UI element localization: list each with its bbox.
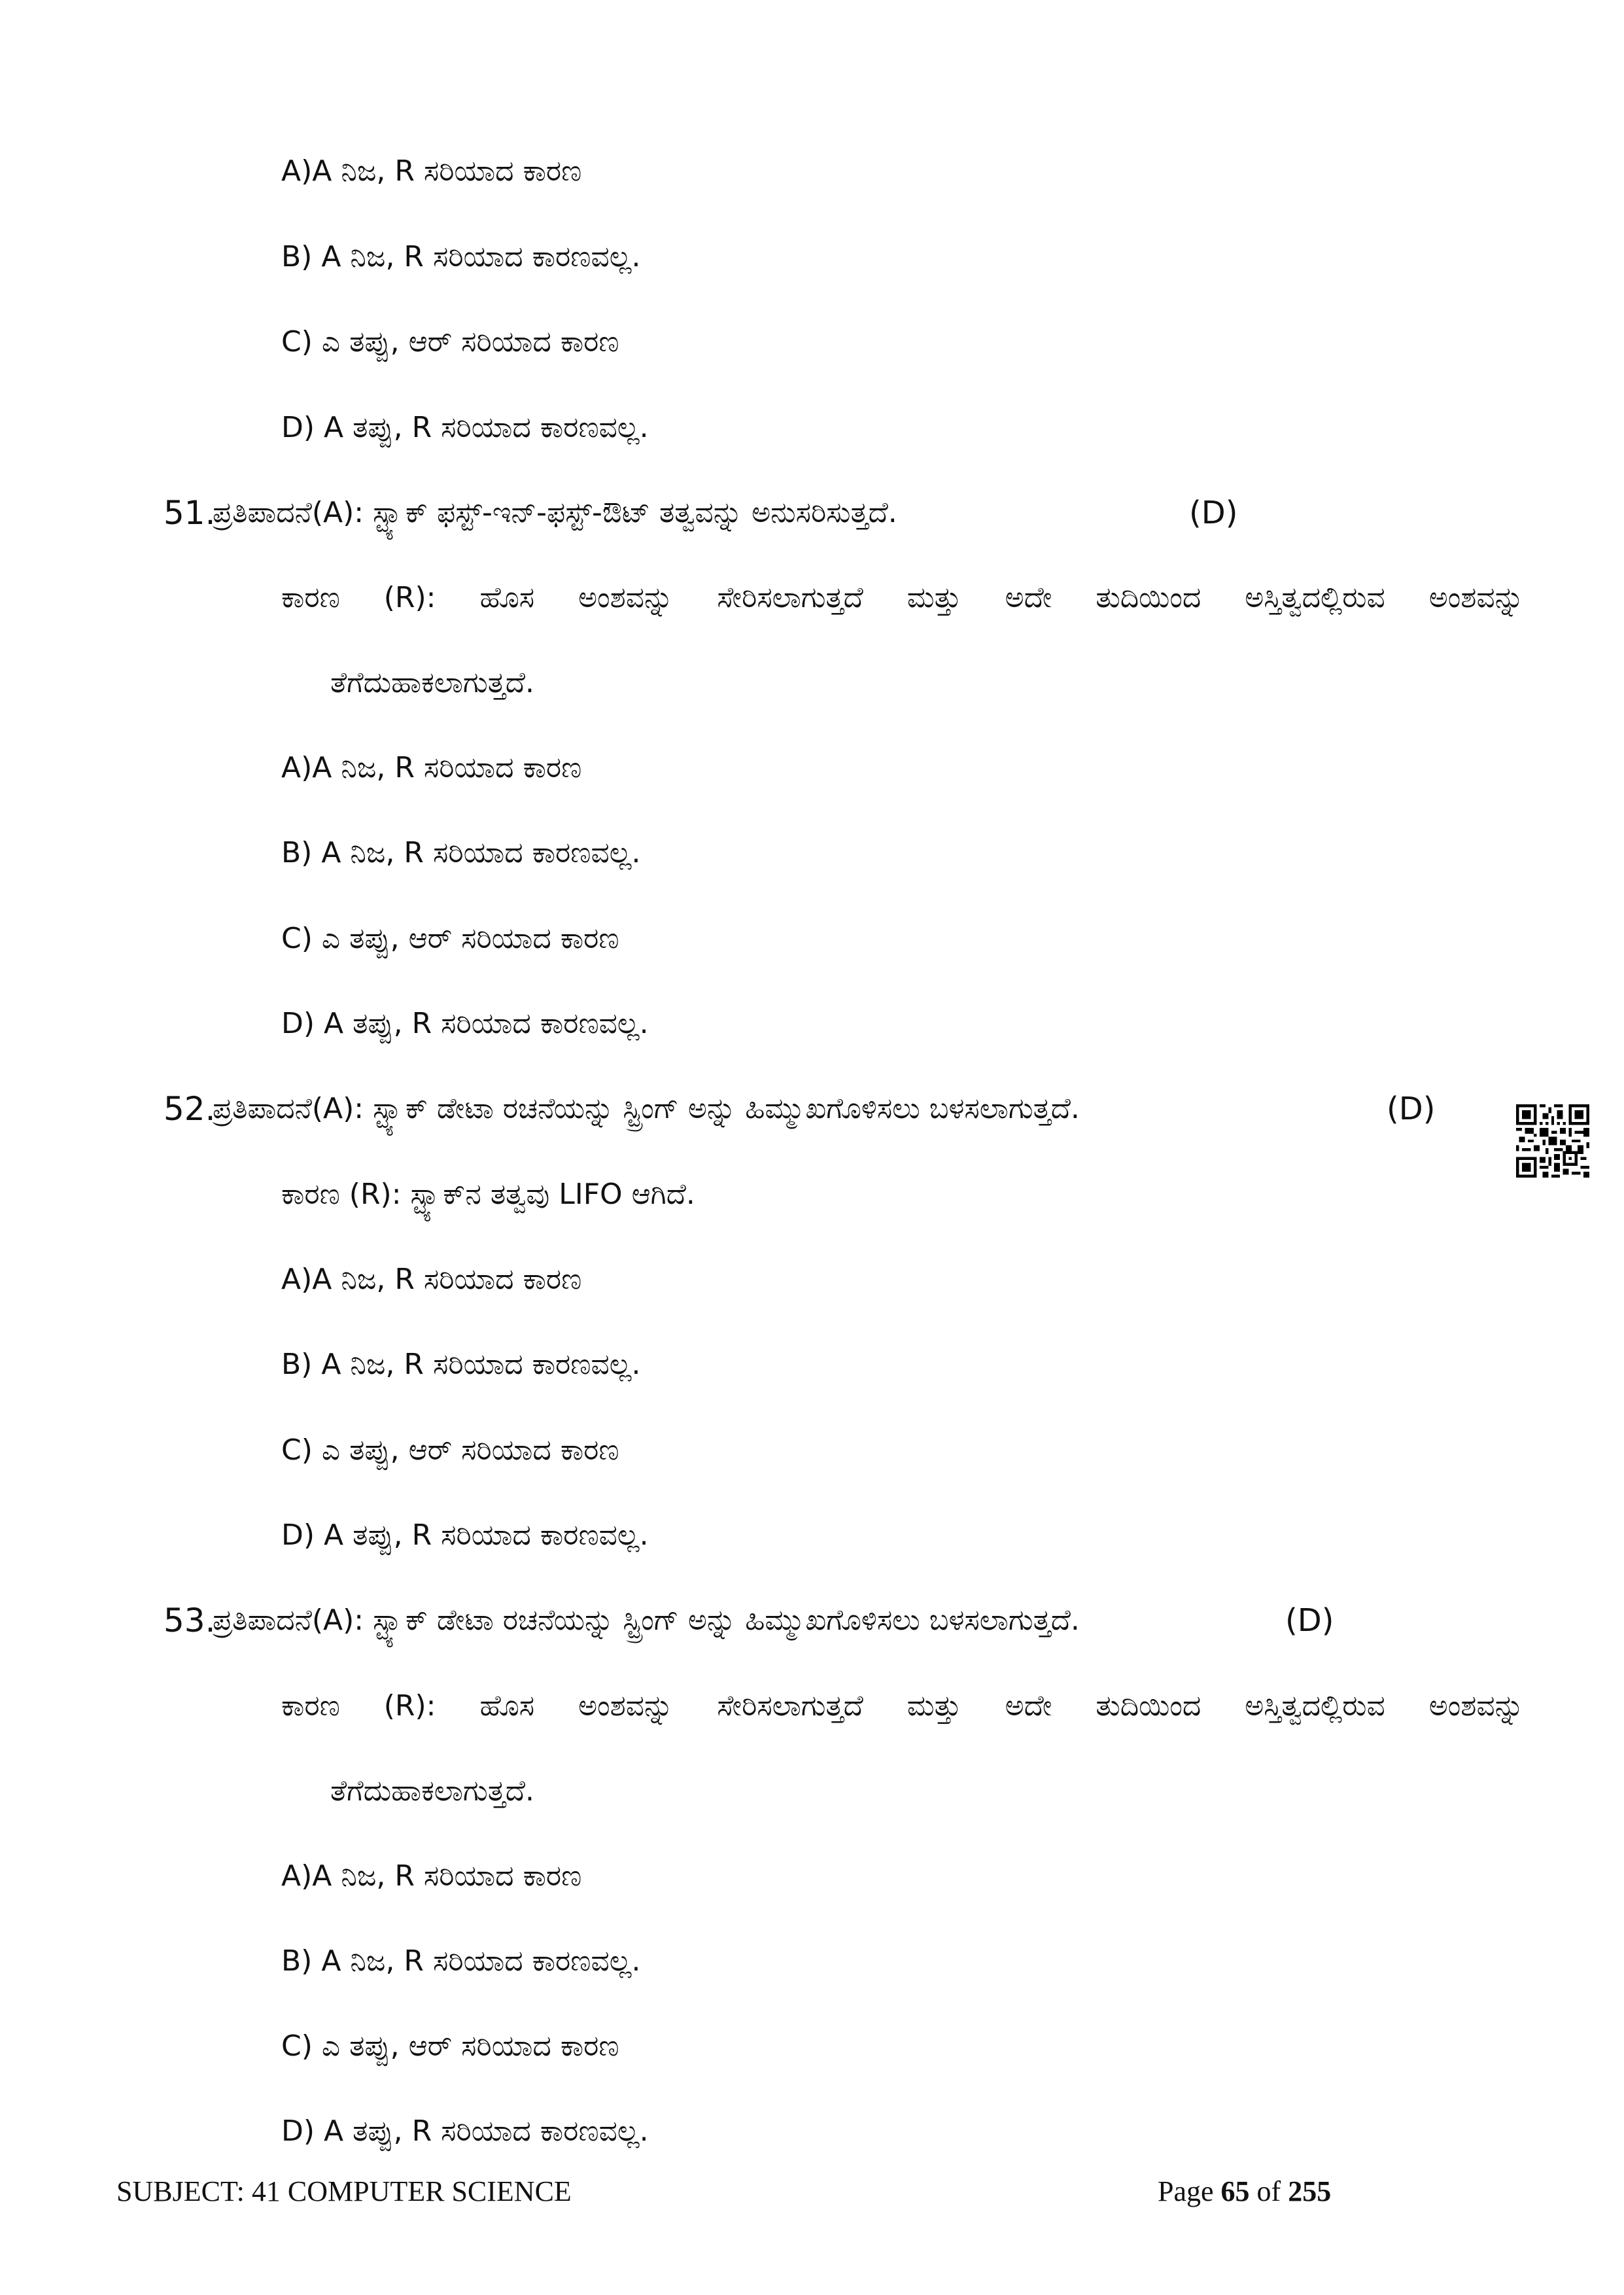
reason-word: (R): <box>383 581 436 614</box>
reason-word: ಅಂಶವನ್ನು <box>1428 1689 1524 1723</box>
reason-word: ಅಂಶವನ್ನು <box>1428 581 1524 614</box>
reason-word: (R): <box>383 1689 436 1723</box>
reason-word: ಹೊಸ <box>479 1689 535 1723</box>
footer-subject: SUBJECT: 41 COMPUTER SCIENCE <box>116 2175 572 2207</box>
option-c: C) ಎ ತಪ್ಪು, ಆರ್ ಸರಿಯಾದ ಕಾರಣ <box>281 922 619 955</box>
reason-word: ಅಸ್ತಿತ್ವದಲ್ಲಿರುವ <box>1245 1689 1385 1723</box>
reason-word: ಸೇರಿಸಲಾಗುತ್ತದೆ <box>717 1689 863 1723</box>
reason-word: ಮತ್ತು <box>907 581 961 614</box>
page-of: of <box>1249 2175 1288 2207</box>
reason-word: ತುದಿಯಿಂದ <box>1096 1689 1201 1723</box>
reason-word: ಅಸ್ತಿತ್ವದಲ್ಲಿರುವ <box>1245 581 1385 614</box>
option-d: D) A ತಪ್ಪು, R ಸರಿಯಾದ ಕಾರಣವಲ್ಲ. <box>281 411 649 444</box>
option-a: A)A ನಿಜ, R ಸರಿಯಾದ ಕಾರಣ <box>281 154 582 188</box>
option-d: D) A ತಪ್ಪು, R ಸರಿಯಾದ ಕಾರಣವಲ್ಲ. <box>281 2114 649 2148</box>
reason-continuation: ತೆಗೆದುಹಾಕಲಾಗುತ್ತದೆ. <box>330 666 534 699</box>
reason-word: ಸೇರಿಸಲಾಗುತ್ತದೆ <box>717 581 863 614</box>
option-b: B) A ನಿಜ, R ಸರಿಯಾದ ಕಾರಣವಲ್ಲ. <box>281 836 641 869</box>
option-d: D) A ತಪ್ಪು, R ಸರಿಯಾದ ಕಾರಣವಲ್ಲ. <box>281 1007 649 1040</box>
option-a: A)A ನಿಜ, R ಸರಿಯಾದ ಕಾರಣ <box>281 1859 582 1893</box>
page-prefix: Page <box>1158 2175 1221 2207</box>
question-number: 53. <box>164 1602 216 1639</box>
option-a: A)A ನಿಜ, R ಸರಿಯಾದ ಕಾರಣ <box>281 751 582 784</box>
reason-word: ತುದಿಯಿಂದ <box>1096 581 1201 614</box>
option-a: A)A ನಿಜ, R ಸರಿಯಾದ ಕಾರಣ <box>281 1263 582 1296</box>
answer: (D) <box>1285 1602 1334 1639</box>
question-number: 51. <box>164 494 216 532</box>
option-d: D) A ತಪ್ಪು, R ಸರಿಯಾದ ಕಾರಣವಲ್ಲ. <box>281 1518 649 1552</box>
option-c: C) ಎ ತಪ್ಪು, ಆರ್ ಸರಿಯಾದ ಕಾರಣ <box>281 325 619 359</box>
qr-code-icon <box>1516 1104 1589 1178</box>
option-b: B) A ನಿಜ, R ಸರಿಯಾದ ಕಾರಣವಲ್ಲ. <box>281 1348 641 1381</box>
option-c: C) ಎ ತಪ್ಪು, ಆರ್ ಸರಿಯಾದ ಕಾರಣ <box>281 2029 619 2063</box>
question-number: 52. <box>164 1090 216 1128</box>
assertion: ಪ್ರತಿಪಾದನೆ(A): ಸ್ಟ್ಯಾಕ್ ಫಸ್ಟ್-ಇನ್-ಫಸ್ಟ್-ಔಟ್ ತತ್ವವನ್ನು ಅನುಸರಿಸುತ್ತದೆ. <box>213 496 897 529</box>
assertion: ಪ್ರತಿಪಾದನೆ(A): ಸ್ಟ್ಯಾಕ್ ಡೇಟಾ ರಚನೆಯನ್ನು ಸ್ಟ್ರಿಂಗ್ ಅನ್ನು ಹಿಮ್ಮುಖಗೊಳಿಸಲು ಬಳಸಲಾಗುತ್ತದೆ. <box>213 1603 1080 1637</box>
footer-page-number <box>1158 2172 1331 2211</box>
reason: ಕಾರಣ (R): ಸ್ಟ್ಯಾಕ್‌ನ ತತ್ವವು LIFO ಆಗಿದೆ. <box>281 1178 695 1211</box>
reason-word: ಅಂಶವನ್ನು <box>578 581 674 614</box>
reason-word: ಹೊಸ <box>479 581 535 614</box>
reason-word: ಮತ್ತು <box>907 1689 961 1723</box>
reason-continuation: ತೆಗೆದುಹಾಕಲಾಗುತ್ತದೆ. <box>330 1774 534 1808</box>
option-c: C) ಎ ತಪ್ಪು, ಆರ್ ಸರಿಯಾದ ಕಾರಣ <box>281 1433 619 1467</box>
option-b: B) A ನಿಜ, R ಸರಿಯಾದ ಕಾರಣವಲ್ಲ. <box>281 1944 641 1978</box>
page-total: 255 <box>1288 2175 1332 2207</box>
option-b: B) A ನಿಜ, R ಸರಿಯಾದ ಕಾರಣವಲ್ಲ. <box>281 240 641 273</box>
reason-word: ಅದೇ <box>1005 1689 1052 1723</box>
assertion: ಪ್ರತಿಪಾದನೆ(A): ಸ್ಟ್ಯಾಕ್ ಡೇಟಾ ರಚನೆಯನ್ನು ಸ್ಟ್ರಿಂಗ್ ಅನ್ನು ಹಿಮ್ಮುಖಗೊಳಿಸಲು ಬಳಸಲಾಗುತ್ತದೆ. <box>213 1092 1080 1125</box>
reason-word: ಅದೇ <box>1005 581 1052 614</box>
answer: (D) <box>1189 495 1238 531</box>
reason-word: ಕಾರಣ <box>281 581 340 614</box>
reason <box>281 1687 1524 1726</box>
reason <box>281 578 1524 618</box>
reason-word: ಕಾರಣ <box>281 1689 340 1723</box>
answer: (D) <box>1387 1091 1436 1127</box>
page-current: 65 <box>1220 2175 1250 2207</box>
reason-word: ಅಂಶವನ್ನು <box>578 1689 674 1723</box>
